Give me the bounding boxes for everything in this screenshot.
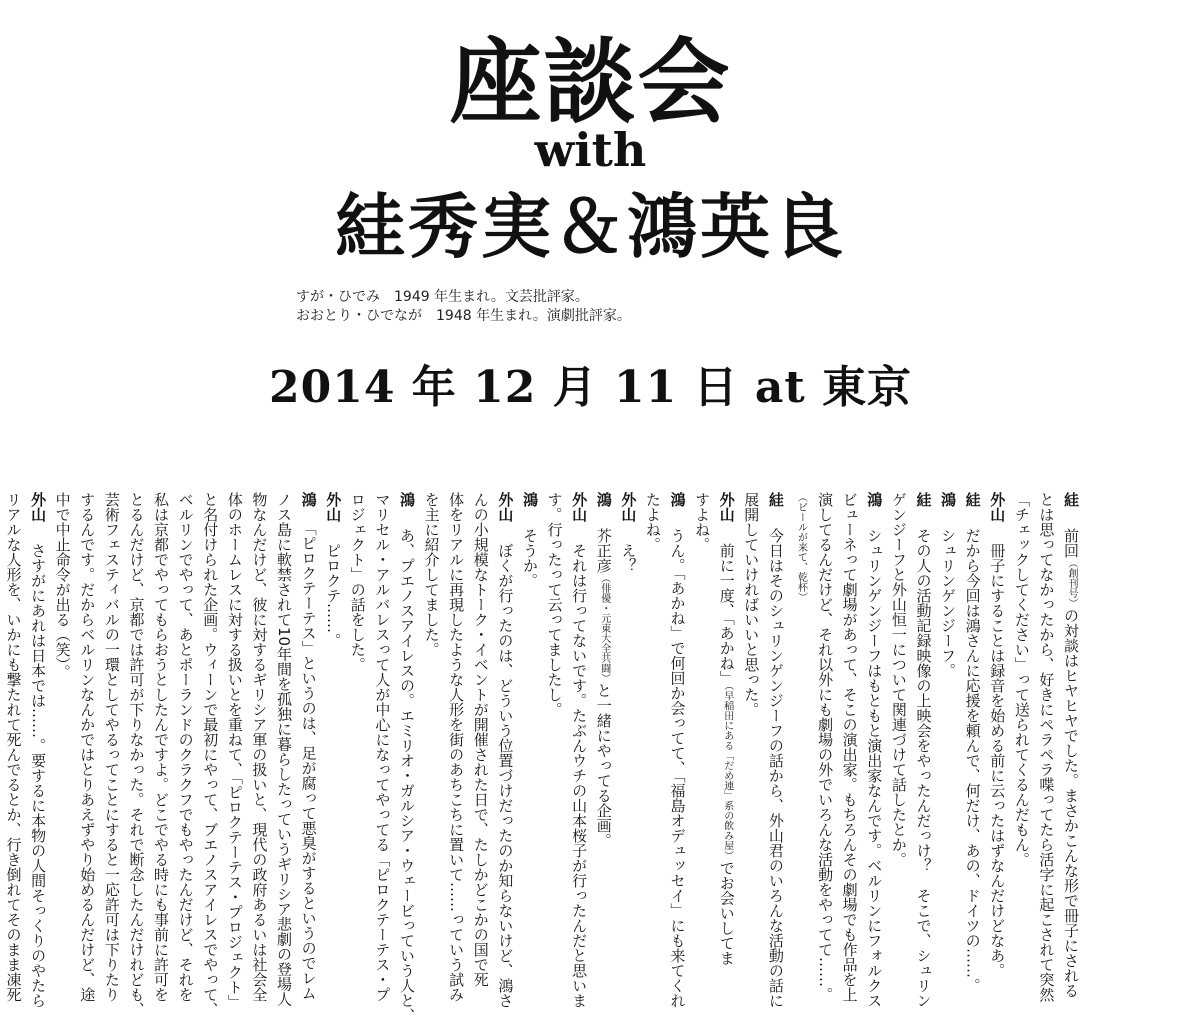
line-text: 前回 xyxy=(1062,528,1080,558)
speaker-name: 外山 xyxy=(988,492,1007,537)
line-text: うん。「あかね」で何回か会ってて、「福島オデュッセイ」にも来てくれ xyxy=(668,528,687,1008)
line-text: でお会いしてま xyxy=(717,860,736,966)
speaker-name: 外山 xyxy=(496,492,515,537)
line-text: 体のホームレスに対する扱いとを重ねて、「ピロクテーテス・プロジェクト」 xyxy=(225,492,244,1010)
line-text: ベルリンでやって、あとポーランドのクラクフでもやったんだけど、それを xyxy=(176,492,195,1002)
line-text: 私は京都でやってもらおうとしたんですよ。どこでやる時にも事前に許可を xyxy=(152,492,171,1002)
body-line xyxy=(690,492,715,982)
body-line xyxy=(444,492,469,1002)
speaker-name: 鴻 xyxy=(668,492,687,522)
body-line xyxy=(370,492,395,1002)
body-line xyxy=(714,492,739,982)
speaker-name: 鴻 xyxy=(939,492,958,522)
line-text: あ、プエノスアイレスの。エミリオ・ガルシア・ウェービっていう人と、 xyxy=(397,528,416,1023)
line-text: 展開していければいいと思った。 xyxy=(742,492,761,717)
body-line xyxy=(468,492,493,987)
body-line xyxy=(124,492,149,1017)
title-participants: 絓秀実＆鴻英良 xyxy=(335,186,846,268)
inline-note: （ビールが来て、乾杯） xyxy=(795,492,807,602)
body-line xyxy=(665,492,690,1008)
body-line xyxy=(173,492,198,1002)
body-line xyxy=(1058,492,1083,998)
line-text: と一緒にやってる企画。 xyxy=(594,683,613,848)
line-text: シュリンゲンジーフはもともと演出家なんです。ベルリンにフォルクス xyxy=(865,528,884,1008)
line-text: とるんだけど、京都では許可が下りなかった。それで断念したんだけれども、 xyxy=(127,492,146,1017)
speaker-name: 絓 xyxy=(914,492,933,522)
line-text: ゲンジーフと外山恒一について関連づけて話したとか。 xyxy=(889,492,908,867)
speaker-name: 外山 xyxy=(570,492,589,537)
inline-note: （創刊号） xyxy=(1066,558,1077,608)
speaker-name: 絓 xyxy=(1062,492,1080,522)
body-line xyxy=(739,492,764,982)
body-line xyxy=(567,492,592,1008)
body-line xyxy=(886,492,911,982)
vertical-article-body xyxy=(4,492,1083,1023)
line-text: 中で中止命令が出る（笑）。 xyxy=(53,492,72,680)
line-text: さすがにあれは日本では……。要するに本物の人間そっくりのやたら xyxy=(29,543,48,1008)
line-text: 体をリアルに再現したような人形を街のあちこちに置いて……っていう試み xyxy=(447,492,466,1002)
body-line xyxy=(542,492,567,982)
line-text: を主に紹介してました。 xyxy=(422,492,441,657)
speaker-name: 鴻 xyxy=(865,492,884,522)
line-text: ぼくが行ったのは、どういう位置づけだったのか知らないけど、鴻さ xyxy=(496,543,515,1008)
line-text: と名付けられた企画。ウィーンで最初にやって、ブエノスアイレスでやって、 xyxy=(201,492,220,1017)
body-line xyxy=(345,492,370,982)
body-line xyxy=(960,492,985,993)
body-line xyxy=(935,492,960,982)
line-text: たよね。 xyxy=(643,492,662,552)
body-line xyxy=(321,492,346,982)
line-text: 前に一度、「あかね」 xyxy=(717,543,736,686)
body-line xyxy=(812,492,837,1002)
line-text: そうか。 xyxy=(520,528,539,588)
speaker-name: 鴻 xyxy=(520,492,539,522)
line-text: マリセル・アルバレスって人が中心になってやってる「ピロクテーテス・プ xyxy=(373,492,392,1002)
line-text: とは思ってなかったから、好きにペラペラ喋ってたら活字に起こされて突然 xyxy=(1037,492,1056,1002)
line-text: 芥正彦 xyxy=(594,528,613,573)
body-line xyxy=(862,492,887,1008)
speaker-name: 絓 xyxy=(963,492,982,522)
body-line xyxy=(25,492,50,1008)
inline-note: （早稲田にある「だめ連」系の飲み屋） xyxy=(721,685,733,861)
body-line xyxy=(493,492,518,1008)
line-text: それは行ってないです。たぶんウチの山本桜子が行ったんだと思いま xyxy=(570,543,589,1008)
body-line xyxy=(271,492,296,1007)
body-line xyxy=(296,492,321,1001)
title-zadankai: 座談会 xyxy=(449,29,732,136)
body-line xyxy=(247,492,272,1002)
body-line xyxy=(616,492,641,982)
speaker-name: 鴻 xyxy=(594,492,613,522)
speaker-name: 外山 xyxy=(619,492,638,537)
line-text: 芸術フェスティバルの一環としてやるってことにすると一応許可は下りたり xyxy=(102,492,121,1002)
body-line xyxy=(99,492,124,1002)
line-text: リアルな人形を、いかにも撃たれて死んでるとか、行き倒れてそのまま凍死 xyxy=(4,492,23,1002)
body-line xyxy=(763,492,788,1008)
body-line xyxy=(591,492,616,982)
line-text: す。行ったって云ってましたし。 xyxy=(545,492,564,717)
speaker-name: 外山 xyxy=(29,492,48,537)
body-line xyxy=(148,492,173,1002)
body-line xyxy=(222,492,247,1010)
body-line xyxy=(394,492,419,1023)
body-line xyxy=(911,492,936,1008)
title-with: with xyxy=(534,123,647,177)
speaker-name: 外山 xyxy=(717,492,736,537)
body-line xyxy=(1,492,26,1002)
line-text: んの小規模なトーク・イベントが開催された日で、たしかどこかの国で死 xyxy=(471,492,490,987)
bio-ootori: おおとり・ひでなが 1948 年生まれ。演劇批評家。 xyxy=(296,308,631,324)
speaker-name: 鴻 xyxy=(397,492,416,522)
line-text: シュリンゲンジーフ。 xyxy=(939,528,958,678)
body-line xyxy=(198,492,223,1017)
line-text: ビューネって劇場があって、そこの演出家。もちろんその劇場でも作品を上 xyxy=(840,492,859,1002)
line-text: ノス島に軟禁されて10年間を孤独に暮らしたっていうギリシア悲劇の登場人 xyxy=(275,492,293,1007)
speaker-name: 鴻 xyxy=(299,492,318,522)
line-text: 「ピロクテーテス」というのは、足が腐って悪臭がするというのでレム xyxy=(299,528,318,1001)
body-line xyxy=(640,492,665,982)
body-line xyxy=(50,492,75,982)
line-text: 冊子にすることは録音を始める前に云ったはずなんだけどなあ。 xyxy=(988,543,1007,978)
line-text: 「チェックしてください」って送られてくるんだもん。 xyxy=(1012,492,1031,867)
body-line xyxy=(1009,492,1034,982)
line-text: ロジェクト」の話をした。 xyxy=(348,492,367,672)
line-text: 今日はそのシュリンゲンジーフの話から、外山君のいろんな活動の話に xyxy=(766,528,785,1008)
line-text: すよね。 xyxy=(693,492,712,552)
inline-note: （俳優・元東大全共闘） xyxy=(598,573,610,683)
speaker-name: 外山 xyxy=(324,492,343,537)
speaker-name: 絓 xyxy=(766,492,785,522)
line-text: え？ xyxy=(619,543,638,573)
body-line xyxy=(75,492,100,1002)
body-line xyxy=(1034,492,1059,1002)
body-line xyxy=(788,492,813,982)
line-text: するんです。だからベルリンなんかではとりあえずやり始めるんだけど、途 xyxy=(78,492,97,1002)
body-line xyxy=(985,492,1010,982)
body-line xyxy=(837,492,862,1002)
line-text: 演してるんだけど、それ以外にも劇場の外でいろんな活動をやってて……。 xyxy=(816,492,835,1002)
line-text: ピロクテ……。 xyxy=(324,543,343,648)
line-text: の対談はヒヤヒヤでした。まさかこんな形で冊子にされる xyxy=(1062,608,1080,998)
line-text: 物なんだけど、彼に対するギリシア軍の扱いと、現代の政府あるいは社会全 xyxy=(250,492,269,1002)
line-text: その人の活動記録映像の上映会をやったんだっけ？ そこで、シュリン xyxy=(914,528,933,1008)
body-line xyxy=(517,492,542,982)
line-text: だから今回は鴻さんに応援を頼んで、何だけ、あの、ドイツの……。 xyxy=(963,528,982,993)
bio-suga: すが・ひでみ 1949 年生まれ。文芸批評家。 xyxy=(296,289,589,305)
body-line xyxy=(419,492,444,982)
event-date: 2014 年 12 月 11 日 at 東京 xyxy=(269,362,912,413)
